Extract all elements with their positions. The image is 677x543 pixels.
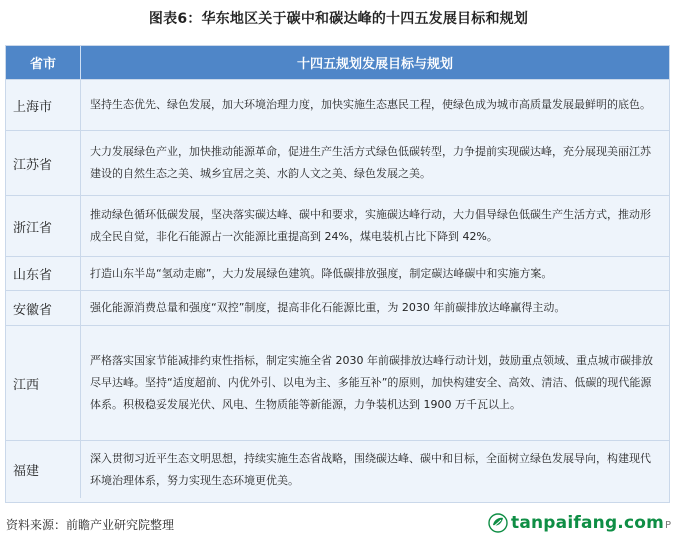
table-header	[6, 46, 669, 79]
province-cell: 上海市	[6, 80, 81, 130]
table-row	[6, 79, 669, 130]
goal-cell: 大力发展绿色产业，加快推动能源革命，促进生产生活方式绿色低碳转型，力争提前实现碳达峰，充分展现美丽江苏建设的自然生态之美、城乡宜居之美、水韵人文之美、绿色发展之美。	[90, 145, 651, 180]
goal-cell: 强化能源消费总量和强度“双控”制度，提高非化石能源比重，为 2030 年前碳排放达峰赢得主动。	[90, 301, 566, 314]
goal-cell: 坚持生态优先、绿色发展，加大环境治理力度，加快实施生态惠民工程，使绿色成为城市高质量发展最鲜明的底色。	[90, 98, 651, 111]
header-goals: 十四五规划发展目标与规划	[296, 57, 453, 72]
header-province: 省市	[6, 46, 81, 79]
province-cell: 安徽省	[6, 291, 81, 325]
leaf-logo-icon	[488, 513, 508, 533]
goals-table	[5, 45, 670, 503]
province-cell: 浙江省	[6, 196, 81, 256]
table-row	[6, 195, 669, 256]
province-cell: 福建	[6, 441, 81, 498]
table-row	[6, 256, 669, 290]
province-cell: 山东省	[6, 257, 81, 290]
watermark-text: tanpaifang.com	[511, 512, 665, 533]
table-row	[6, 325, 669, 440]
table-row	[6, 130, 669, 195]
province-cell: 江西	[6, 326, 81, 440]
goal-cell: 深入贯彻习近平生态文明思想，持续实施生态省战略，围绕碳达峰、碳中和目标，全面树立绿色发展导向，构建现代环境治理体系，努力实现生态环境更优美。	[90, 451, 651, 487]
site-watermark	[488, 509, 671, 536]
watermark-tail: P	[665, 520, 672, 531]
goal-cell: 严格落实国家节能减排约束性指标，制定实施全省 2030 年前碳排放达峰行动计划，鼓励重点领域、重点城市碳排放尽早达峰。坚持“适度超前、内优外引、以电为主、多能互补”的原则，加快构建安全、高效、清洁、低碳的现代能源体系。积极稳妥发展光伏、风电、生物质能等新能源，力争装机达到 1900 万千瓦以上。	[90, 354, 653, 411]
goal-cell: 推动绿色循环低碳发展，坚决落实碳达峰、碳中和要求，实施碳达峰行动，大力倡导绿色低碳生产生活方式，推动形成全民自觉，非化石能源占一次能源比重提高到 24%，煤电装机占比下降到 42%。	[90, 208, 651, 243]
page-title: 图表6：华东地区关于碳中和碳达峰的十四五发展目标和规划	[148, 11, 529, 27]
table-row	[6, 440, 669, 498]
goal-cell: 打造山东半岛“氢动走廊”，大力发展绿色建筑。降低碳排放强度，制定碳达峰碳中和实施方案。	[90, 266, 553, 280]
source-note: 资料来源：前瞻产业研究院整理	[6, 518, 175, 532]
province-cell: 江苏省	[6, 131, 81, 195]
table-row	[6, 290, 669, 325]
